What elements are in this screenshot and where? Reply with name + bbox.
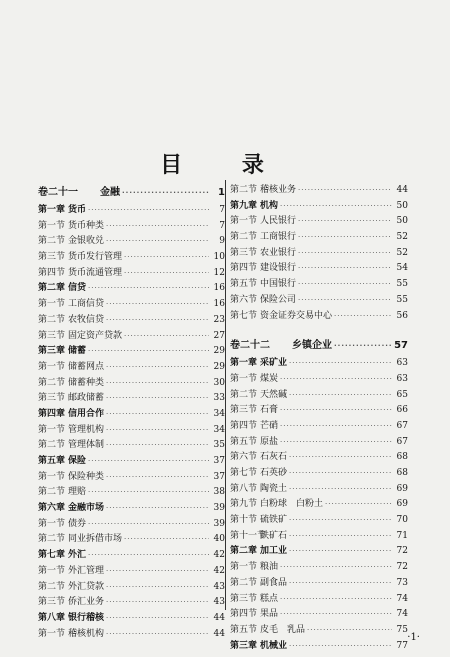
toc-entry-title: 采矿业 xyxy=(260,358,288,369)
toc-entry-label: 第十一节 xyxy=(230,530,267,541)
toc-entry-label: 第四节 xyxy=(230,609,258,620)
toc-leader-dots xyxy=(124,329,209,345)
toc-leader-dots xyxy=(106,407,209,423)
toc-entry-section xyxy=(38,627,225,643)
toc-entry-page: 34 xyxy=(213,424,225,435)
toc-entry-title: 货币流通管理 xyxy=(68,267,123,278)
toc-entry-title: 石灰石 xyxy=(260,452,288,463)
toc-entry-page: 35 xyxy=(213,440,225,451)
toc-entry-page: 67 xyxy=(396,436,408,447)
toc-entry-label: 第一节 xyxy=(38,565,66,576)
toc-entry-title: 皮毛 乳品 xyxy=(260,624,306,635)
toc-left-column xyxy=(38,183,225,642)
toc-entry-section xyxy=(38,266,225,282)
toc-entry-section xyxy=(38,219,225,235)
toc-entry-title: 保险公司 xyxy=(260,294,297,305)
toc-entry-section xyxy=(230,529,408,545)
toc-entry-page: 29 xyxy=(213,361,225,372)
toc-entry-section xyxy=(230,214,408,230)
toc-leader-dots xyxy=(122,183,209,203)
toc-leader-dots xyxy=(298,214,392,230)
toc-leader-dots xyxy=(106,391,209,407)
toc-entry-page: 43 xyxy=(213,597,225,608)
toc-entry-label: 卷二十二 xyxy=(230,340,270,352)
toc-entry-page: 70 xyxy=(396,515,408,526)
toc-entry-label: 第八节 xyxy=(230,483,258,494)
toc-entry-page: 50 xyxy=(396,216,408,227)
toc-leader-dots xyxy=(280,560,392,576)
toc-entry-label: 第一节 xyxy=(38,628,66,639)
toc-entry-page: 16 xyxy=(213,299,225,310)
toc-entry-section xyxy=(38,532,225,548)
toc-entry-label: 第九节 xyxy=(230,499,258,510)
toc-entry-title: 货币发行管理 xyxy=(68,252,123,263)
toc-entry-page: 44 xyxy=(213,628,225,639)
toc-entry-label: 第六章 xyxy=(38,503,66,514)
toc-leader-dots xyxy=(334,336,392,356)
toc-entry-label: 第三节 xyxy=(38,252,66,263)
toc-entry-page: 73 xyxy=(396,577,408,588)
toc-entry-section xyxy=(38,376,225,392)
toc-entry-title: 铁矿石 xyxy=(260,530,288,541)
toc-entry-label: 第四节 xyxy=(230,420,258,431)
toc-entry-title: 建设银行 xyxy=(260,263,297,274)
toc-entry-chapter xyxy=(38,611,225,627)
toc-leader-dots xyxy=(106,501,209,517)
page-title: 目 录 xyxy=(160,153,290,178)
toc-entry-label: 第七节 xyxy=(230,310,258,321)
toc-entry-title: 固定资产贷款 xyxy=(68,330,123,341)
toc-leader-dots xyxy=(106,360,209,376)
toc-leader-dots xyxy=(106,423,209,439)
toc-leader-dots xyxy=(280,607,392,623)
toc-entry-title: 农牧信贷 xyxy=(68,314,105,325)
toc-entry-label: 第二节 xyxy=(38,440,66,451)
toc-entry-page: 39 xyxy=(213,518,225,529)
toc-entry-title: 石英砂 xyxy=(260,468,288,478)
toc-entry-section xyxy=(38,250,225,266)
toc-entry-section xyxy=(230,277,408,293)
toc-entry-section xyxy=(230,309,408,325)
toc-entry-label: 第一节 xyxy=(38,471,66,482)
toc-leader-dots xyxy=(106,313,209,329)
toc-entry-page: 63 xyxy=(396,358,408,369)
toc-entry-title: 陶瓷土 xyxy=(260,483,288,494)
toc-leader-dots xyxy=(106,580,209,596)
toc-entry-label: 第三节 xyxy=(230,593,258,604)
toc-leader-dots xyxy=(106,595,209,611)
toc-leader-dots xyxy=(325,497,392,513)
toc-entry-title: 储蓄种类 xyxy=(68,377,105,388)
toc-entry-label: 第一章 xyxy=(38,205,66,215)
toc-leader-dots xyxy=(298,261,392,277)
toc-entry-page: 23 xyxy=(213,314,225,325)
toc-entry-label: 第一节 xyxy=(38,220,66,231)
toc-entry-page: 1 xyxy=(218,187,225,198)
toc-entry-label: 第三节 xyxy=(38,393,66,404)
toc-leader-dots xyxy=(298,183,392,199)
toc-entry-title: 货币种类 xyxy=(68,220,105,231)
toc-entry-page: 33 xyxy=(213,393,225,404)
toc-entry-chapter xyxy=(38,281,225,297)
toc-leader-dots xyxy=(298,246,392,262)
toc-entry-section xyxy=(38,391,225,407)
toc-entry-page: 66 xyxy=(396,405,408,416)
toc-entry-label: 第二节 xyxy=(38,581,66,592)
toc-entry-label: 第二节 xyxy=(230,232,258,243)
toc-entry-page: 77 xyxy=(396,640,408,651)
toc-entry-title: 稽核机构 xyxy=(68,628,105,639)
toc-entry-section xyxy=(230,230,408,246)
column-divider xyxy=(225,180,226,610)
toc-entry-page: 55 xyxy=(396,279,408,290)
toc-leader-dots xyxy=(289,513,392,529)
toc-entry-title: 粮油 xyxy=(260,562,279,573)
toc-leader-dots xyxy=(280,372,392,388)
toc-entry-page: 55 xyxy=(396,294,408,305)
toc-entry-page: 65 xyxy=(396,389,408,400)
toc-entry-page: 9 xyxy=(219,236,225,247)
toc-entry-label: 第二章 xyxy=(230,546,258,557)
toc-entry-label: 第二节 xyxy=(38,487,66,498)
toc-entry-page: 29 xyxy=(213,346,225,357)
toc-entry-chapter xyxy=(38,548,225,564)
toc-entry-title: 果品 xyxy=(260,609,279,620)
toc-entry-chapter xyxy=(230,199,408,215)
toc-entry-label: 第一章 xyxy=(230,358,258,369)
toc-entry-section xyxy=(230,372,408,388)
toc-entry-page: 38 xyxy=(213,487,225,498)
toc-entry-title: 储蓄 xyxy=(68,346,87,357)
toc-entry-title: 信用合作 xyxy=(68,408,105,419)
toc-entry-page: 7 xyxy=(219,205,225,215)
toc-entry-section xyxy=(38,234,225,250)
toc-entry-label: 第五节 xyxy=(230,279,258,290)
toc-entry-label: 第二节 xyxy=(230,389,258,400)
toc-entry-label: 第二节 xyxy=(38,314,66,325)
toc-leader-dots xyxy=(298,230,392,246)
toc-leader-dots xyxy=(88,517,209,533)
toc-entry-section xyxy=(230,246,408,262)
toc-entry-section xyxy=(38,297,225,313)
toc-entry-label: 第一节 xyxy=(38,424,66,435)
toc-entry-title: 侨汇业务 xyxy=(68,597,105,608)
toc-entry-chapter xyxy=(38,203,225,219)
toc-entry-section xyxy=(230,623,408,639)
toc-leader-dots xyxy=(307,623,392,639)
toc-entry-label: 第七节 xyxy=(230,468,258,478)
toc-entry-label: 第六节 xyxy=(230,452,258,463)
toc-entry-page: 71 xyxy=(396,530,408,541)
toc-entry-section xyxy=(230,435,408,451)
toc-entry-page: 34 xyxy=(213,408,225,419)
toc-leader-dots xyxy=(289,482,392,498)
toc-entry-title: 农业银行 xyxy=(260,247,297,258)
toc-entry-section xyxy=(230,482,408,498)
toc-entry-title: 硫铁矿 xyxy=(260,515,288,526)
toc-entry-title: 中国银行 xyxy=(260,279,297,290)
toc-entry-label: 第一节 xyxy=(38,518,66,529)
toc-leader-dots xyxy=(88,454,209,470)
toc-entry-section xyxy=(38,517,225,533)
toc-leader-dots xyxy=(88,548,209,564)
toc-entry-page: 40 xyxy=(213,534,225,545)
toc-entry-label: 第三节 xyxy=(230,405,258,416)
toc-entry-section xyxy=(38,564,225,580)
toc-entry-page: 39 xyxy=(213,503,225,514)
toc-entry-section xyxy=(38,360,225,376)
toc-entry-label: 第六节 xyxy=(230,294,258,305)
toc-leader-dots xyxy=(289,576,392,592)
toc-entry-page: 42 xyxy=(213,550,225,561)
toc-leader-dots xyxy=(280,403,392,419)
toc-entry-page: 44 xyxy=(213,612,225,623)
toc-entry-title: 原盐 xyxy=(260,436,279,447)
toc-entry-section xyxy=(230,388,408,404)
toc-entry-page: 72 xyxy=(396,562,408,573)
toc-entry-section xyxy=(38,438,225,454)
toc-entry-section xyxy=(230,261,408,277)
toc-leader-dots xyxy=(106,234,209,250)
toc-entry-chapter xyxy=(38,407,225,423)
toc-entry-label: 第一节 xyxy=(38,299,66,310)
toc-leader-dots xyxy=(106,376,209,392)
toc-leader-dots xyxy=(106,627,209,643)
toc-entry-page: 57 xyxy=(394,340,408,352)
toc-entry-page: 63 xyxy=(396,373,408,384)
toc-entry-label: 第五节 xyxy=(230,624,258,635)
toc-entry-title: 金融市场 xyxy=(68,503,105,514)
toc-entry-page: 56 xyxy=(396,310,408,321)
toc-entry-page: 50 xyxy=(396,200,408,211)
toc-entry-title: 金融 xyxy=(100,187,120,198)
toc-entry-label: 第七章 xyxy=(38,550,66,561)
toc-entry-title: 工商信贷 xyxy=(68,299,105,310)
toc-leader-dots xyxy=(280,592,392,608)
toc-entry-page: 16 xyxy=(213,283,225,294)
toc-entry-title: 信贷 xyxy=(68,283,87,294)
toc-entry-title: 外汇 xyxy=(68,550,87,561)
toc-entry-label: 第四节 xyxy=(38,267,66,278)
toc-leader-dots xyxy=(298,277,392,293)
toc-entry-section xyxy=(230,450,408,466)
toc-entry-section xyxy=(230,513,408,529)
toc-leader-dots xyxy=(298,293,392,309)
toc-leader-dots xyxy=(289,356,392,372)
toc-leader-dots xyxy=(334,309,392,325)
toc-entry-label: 第四章 xyxy=(38,408,66,419)
toc-entry-title: 人民银行 xyxy=(260,216,297,227)
toc-leader-dots xyxy=(289,450,392,466)
toc-entry-section xyxy=(38,329,225,345)
toc-entry-title: 邮政储蓄 xyxy=(68,393,105,404)
toc-entry-label: 第十节 xyxy=(230,515,258,526)
toc-entry-section xyxy=(38,313,225,329)
toc-entry-section xyxy=(230,560,408,576)
toc-leader-dots xyxy=(289,544,392,560)
toc-entry-section xyxy=(230,466,408,482)
toc-entry-chapter xyxy=(38,344,225,360)
toc-leader-dots xyxy=(106,438,209,454)
toc-leader-dots xyxy=(289,639,392,655)
toc-entry-chapter xyxy=(38,501,225,517)
toc-entry-label: 第二节 xyxy=(230,185,258,195)
toc-entry-label: 第五节 xyxy=(230,436,258,447)
toc-entry-page: 74 xyxy=(396,609,408,620)
toc-entry-title: 白粉球 白粉土 xyxy=(260,499,324,510)
toc-entry-title: 石膏 xyxy=(260,405,279,416)
toc-entry-title: 煤炭 xyxy=(260,373,279,384)
toc-entry-title: 资金证券交易中心 xyxy=(260,310,333,321)
toc-entry-title: 管理体制 xyxy=(68,440,105,451)
toc-entry-title: 储蓄网点 xyxy=(68,361,105,372)
toc-entry-label: 第一节 xyxy=(230,373,258,384)
toc-entry-chapter xyxy=(230,356,408,372)
toc-entry-title: 同业拆借市场 xyxy=(68,534,123,545)
toc-entry-label: 第三节 xyxy=(38,330,66,341)
toc-leader-dots xyxy=(88,485,209,501)
toc-leader-dots xyxy=(280,435,392,451)
toc-entry-section xyxy=(230,419,408,435)
toc-entry-page: 68 xyxy=(396,468,408,478)
toc-entry-label: 第五章 xyxy=(38,456,66,466)
toc-entry-section xyxy=(230,497,408,513)
toc-entry-section xyxy=(230,293,408,309)
toc-leader-dots xyxy=(124,266,209,282)
toc-entry-title: 债券 xyxy=(68,518,87,529)
toc-entry-label: 第一节 xyxy=(230,216,258,227)
toc-entry-section xyxy=(230,607,408,623)
toc-entry-section xyxy=(230,576,408,592)
toc-right-column xyxy=(230,183,408,654)
toc-entry-page: 67 xyxy=(396,420,408,431)
toc-leader-dots xyxy=(106,219,209,235)
toc-leader-dots xyxy=(88,344,209,360)
toc-entry-title: 副食品 xyxy=(260,577,288,588)
toc-entry-page: 37 xyxy=(213,471,225,482)
toc-leader-dots xyxy=(106,611,209,627)
toc-entry-page: 74 xyxy=(396,593,408,604)
toc-entry-page: 69 xyxy=(396,483,408,494)
toc-entry-page: 27 xyxy=(213,330,225,341)
toc-leader-dots xyxy=(289,529,392,545)
toc-gap xyxy=(230,324,408,336)
toc-entry-page: 12 xyxy=(213,267,225,278)
toc-entry-title: 乡镇企业 xyxy=(292,340,332,352)
toc-entry-label: 第二节 xyxy=(230,577,258,588)
toc-entry-label: 第一节 xyxy=(38,361,66,372)
toc-entry-title: 机构 xyxy=(260,200,279,211)
toc-entry-section xyxy=(230,403,408,419)
toc-leader-dots xyxy=(106,564,209,580)
toc-entry-chapter xyxy=(230,639,408,655)
toc-entry-label: 第三章 xyxy=(230,640,258,651)
toc-entry-title: 货币 xyxy=(68,205,87,215)
toc-entry-title: 外汇贷款 xyxy=(68,581,105,592)
toc-entry-page: 43 xyxy=(213,581,225,592)
toc-entry-label: 第八章 xyxy=(38,612,66,623)
toc-leader-dots xyxy=(280,419,392,435)
toc-leader-dots xyxy=(88,203,209,219)
toc-entry-chapter xyxy=(230,544,408,560)
toc-entry-page: 69 xyxy=(396,499,408,510)
toc-entry-page: 30 xyxy=(213,377,225,388)
toc-entry-title: 糕点 xyxy=(260,593,279,604)
toc-entry-label: 第三章 xyxy=(38,346,66,357)
toc-entry-label: 第三节 xyxy=(38,597,66,608)
toc-entry-label: 第四节 xyxy=(230,263,258,274)
toc-entry-volume xyxy=(38,183,225,203)
toc-entry-label: 第二节 xyxy=(38,236,66,247)
toc-entry-section xyxy=(38,485,225,501)
toc-entry-section xyxy=(38,470,225,486)
toc-entry-title: 工商银行 xyxy=(260,232,297,243)
toc-entry-title: 管理机构 xyxy=(68,424,105,435)
toc-entry-label: 卷二十一 xyxy=(38,187,78,198)
toc-entry-section xyxy=(230,183,408,199)
toc-entry-page: 7 xyxy=(219,220,225,231)
toc-entry-title: 稽核业务 xyxy=(260,185,297,195)
toc-entry-title: 保险种类 xyxy=(68,471,105,482)
toc-entry-label: 第三节 xyxy=(230,247,258,258)
toc-entry-page: 44 xyxy=(396,185,408,195)
toc-entry-title: 理赔 xyxy=(68,487,87,498)
toc-entry-label: 第二节 xyxy=(38,377,66,388)
toc-entry-page: 72 xyxy=(396,546,408,557)
toc-entry-title: 机械业 xyxy=(260,640,288,651)
toc-entry-label: 第二节 xyxy=(38,534,66,545)
toc-entry-page: 10 xyxy=(213,252,225,263)
toc-entry-title: 银行稽核 xyxy=(68,612,105,623)
toc-entry-page: 37 xyxy=(213,456,225,466)
toc-entry-label: 第一节 xyxy=(230,562,258,573)
toc-leader-dots xyxy=(106,297,209,313)
toc-leader-dots xyxy=(124,532,209,548)
toc-leader-dots xyxy=(124,250,209,266)
toc-entry-page: 52 xyxy=(396,232,408,243)
toc-entry-chapter xyxy=(38,454,225,470)
toc-leader-dots xyxy=(289,388,392,404)
toc-entry-section xyxy=(38,595,225,611)
toc-entry-label: 第二章 xyxy=(38,283,66,294)
toc-entry-section xyxy=(38,580,225,596)
toc-entry-section xyxy=(38,423,225,439)
toc-leader-dots xyxy=(289,466,392,482)
toc-entry-volume xyxy=(230,336,408,356)
toc-entry-page: 54 xyxy=(396,263,408,274)
toc-entry-title: 芒硝 xyxy=(260,420,279,431)
toc-leader-dots xyxy=(88,281,209,297)
toc-entry-title: 金银收兑 xyxy=(68,236,105,247)
toc-entry-title: 保险 xyxy=(68,456,87,466)
toc-entry-page: 75 xyxy=(396,624,408,635)
toc-entry-title: 天然碱 xyxy=(260,389,288,400)
toc-entry-title: 加工业 xyxy=(260,546,288,557)
toc-entry-page: 42 xyxy=(213,565,225,576)
toc-leader-dots xyxy=(280,199,392,215)
page-number: ·1· xyxy=(407,632,420,643)
toc-leader-dots xyxy=(106,470,209,486)
toc-entry-section xyxy=(230,592,408,608)
toc-entry-title: 外汇管理 xyxy=(68,565,105,576)
toc-entry-page: 52 xyxy=(396,247,408,258)
toc-entry-label: 第九章 xyxy=(230,200,258,211)
toc-entry-page: 68 xyxy=(396,452,408,463)
